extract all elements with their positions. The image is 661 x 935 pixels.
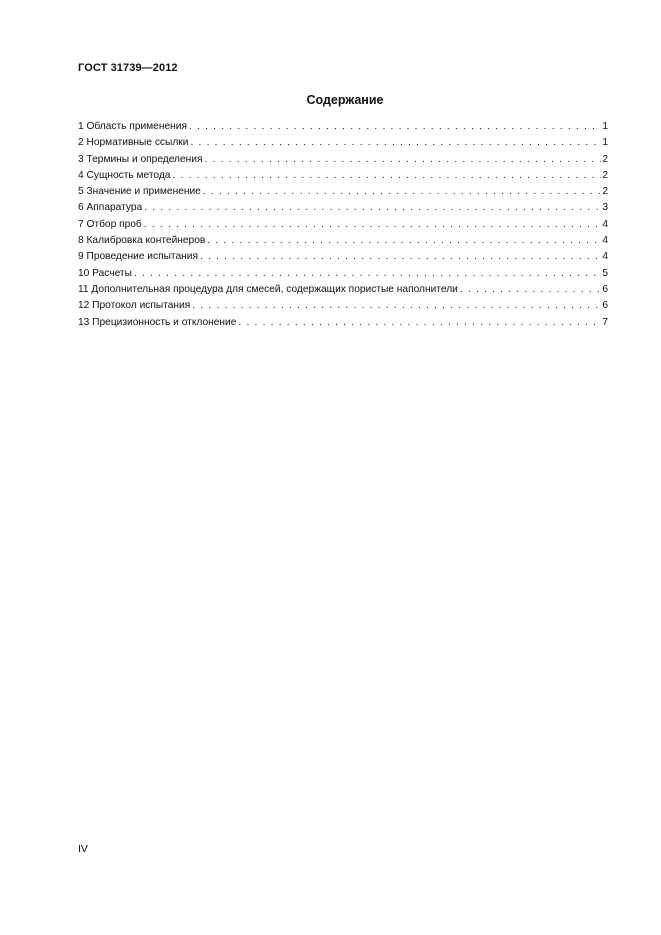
toc-entry[interactable] [78,282,608,298]
toc-leader-dots [460,282,602,298]
toc-entry[interactable] [78,298,608,314]
toc-entry[interactable] [78,168,608,184]
toc-entry-label: 13 Прецизионность и отклонение [78,316,237,328]
toc-entry[interactable] [78,233,608,249]
toc-entry-label: 4 Сущность метода [78,169,171,181]
toc-leader-dots [190,135,601,151]
document-header: ГОСТ 31739—2012 [78,62,178,74]
toc-entry-label: 3 Термины и определения [78,153,203,165]
page-number: IV [78,843,88,855]
toc-entry[interactable] [78,152,608,168]
toc-entry-label: 12 Протокол испытания [78,300,191,312]
toc-leader-dots [144,217,602,233]
toc-leader-dots [172,168,601,184]
toc-entry-page: 2 [602,169,608,181]
toc-entry-label: 7 Отбор проб [78,218,142,230]
toc-leader-dots [189,119,601,135]
toc-entry-page: 7 [602,316,608,328]
toc-entry-page: 4 [602,218,608,230]
toc-entry-page: 6 [602,300,608,312]
toc-entry-page: 2 [602,186,608,198]
toc-entry-page: 4 [602,235,608,247]
toc-leader-dots [200,249,601,265]
toc-entry[interactable] [78,119,608,135]
toc-entry[interactable] [78,217,608,233]
toc-entry-label: 11 Дополнительная процедура для смесей, содержащих пористые наполнители [78,283,458,295]
toc-entry-page: 1 [602,137,608,149]
toc-entry-page: 6 [602,283,608,295]
toc-leader-dots [238,315,601,331]
toc-entry-page: 3 [602,202,608,214]
toc-entry-page: 4 [602,251,608,263]
toc-entry[interactable] [78,249,608,265]
toc-leader-dots [192,298,601,314]
toc-entry[interactable] [78,315,608,331]
toc-leader-dots [203,184,601,200]
toc-entry[interactable] [78,266,608,282]
toc-leader-dots [207,233,601,249]
toc-entry-label: 9 Проведение испытания [78,251,198,263]
toc-entry-label: 6 Аппаратура [78,202,143,214]
toc-leader-dots [144,200,601,216]
toc-entry-page: 2 [602,153,608,165]
toc-entry-label: 2 Нормативные ссылки [78,137,189,149]
toc-entry-label: 8 Калибровка контейнеров [78,235,206,247]
toc-entry-label: 5 Значение и применение [78,186,201,198]
toc-entry-page: 1 [602,121,608,132]
toc-entry-label: 10 Расчеты [78,267,132,279]
toc-title: Содержание [306,93,384,107]
toc-entry-page: 5 [602,267,608,279]
toc-entry[interactable] [78,200,608,216]
table-of-contents [78,119,608,331]
toc-entry[interactable] [78,184,608,200]
toc-entry-label: 1 Область применения [78,121,187,132]
toc-entry[interactable] [78,135,608,151]
toc-leader-dots [134,266,601,282]
toc-leader-dots [204,152,601,168]
